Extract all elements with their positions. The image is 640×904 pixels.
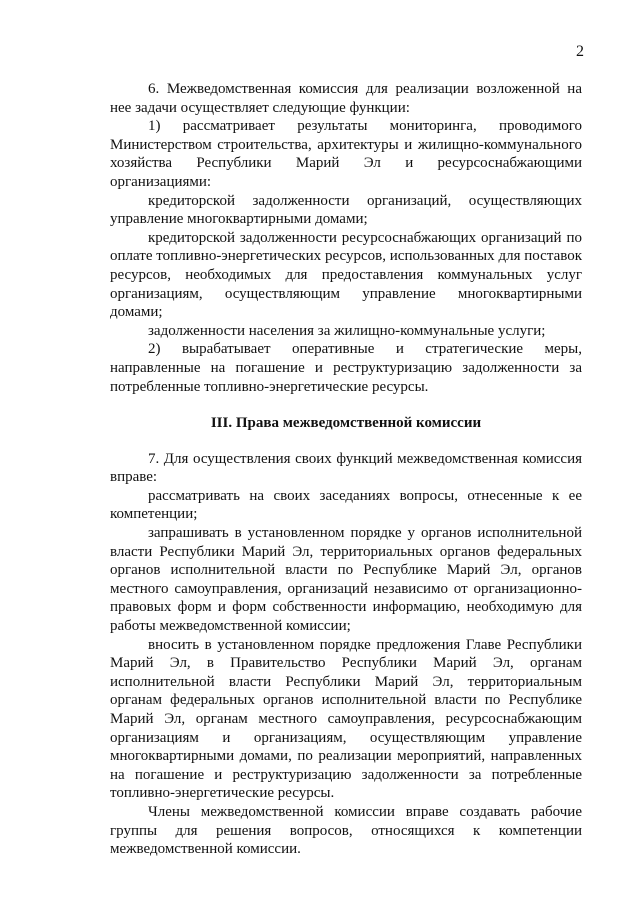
paragraph-6-item-2: 2) вырабатывает оперативные и стратегические меры, направленные на погашение и реструктуризацию задолженности за потребленные топливно-энергетические ресурсы. [110, 341, 582, 395]
document-body [110, 80, 582, 859]
section-heading: III. Права межведомственной комиссии [210, 415, 482, 432]
paragraph-7-right-1: рассматривать на своих заседаниях вопросы, отнесенные к ее компетенции; [110, 487, 582, 523]
paragraph-7: 7. Для осуществления своих функций межведомственная комиссия вправе: [110, 450, 582, 486]
paragraph-6-item-1-sub-3: задолженности населения за жилищно-коммунальные услуги; [148, 322, 546, 339]
paragraph-6-item-1: 1) рассматривает результаты мониторинга, проводимого Министерством строительства, архитектуры и жилищно-коммунального хозяйства Республики Марий Эл и ресурсоснабжающими организациями: [110, 118, 582, 190]
paragraph-7-right-3: вносить в установленном порядке предложения Главе Республики Марий Эл, в Правительство Республики Марий Эл, органам исполнительной власти Республики Марий Эл, территориальным органам федеральных органов исполнительной власти по Республике Марий Эл, органам местного самоуправления, ресурсоснабжающим организациям и организациям, осуществляющим управление многоквартирными домами, по реализации мероприятий, направленных на погашение и реструктуризацию задолженности за потребленные топливно-энергетические ресурсы. [110, 636, 582, 802]
paragraph-7-right-2: запрашивать в установленном порядке у органов исполнительной власти Республики Марий Эл, территориальных органов федеральных органов исполнительной власти по Республике Марий Эл, органов местного самоуправления, организаций независимо от организационно-правовых форм и форм собственности информацию, необходимую для работы межведомственной комиссии; [110, 525, 582, 635]
paragraph-working-groups: Члены межведомственной комиссии вправе создавать рабочие группы для решения вопросов, относящихся к компетенции межведомственной комиссии. [110, 803, 582, 858]
paragraph-6: 6. Межведомственная комиссия для реализации возложенной на нее задачи осуществляет следующие функции: [110, 81, 582, 116]
page-number: 2 [576, 43, 584, 60]
paragraph-6-item-1-sub-1: кредиторской задолженности организаций, осуществляющих управление многоквартирными домами; [110, 192, 582, 228]
paragraph-6-item-1-sub-2: кредиторской задолженности ресурсоснабжающих организаций по оплате топливно-энергетических ресурсов, использованных для поставок ресурсов, необходимых для предоставления коммунальных услуг организациям, осуществляющим управление многоквартирными домами; [110, 229, 582, 321]
